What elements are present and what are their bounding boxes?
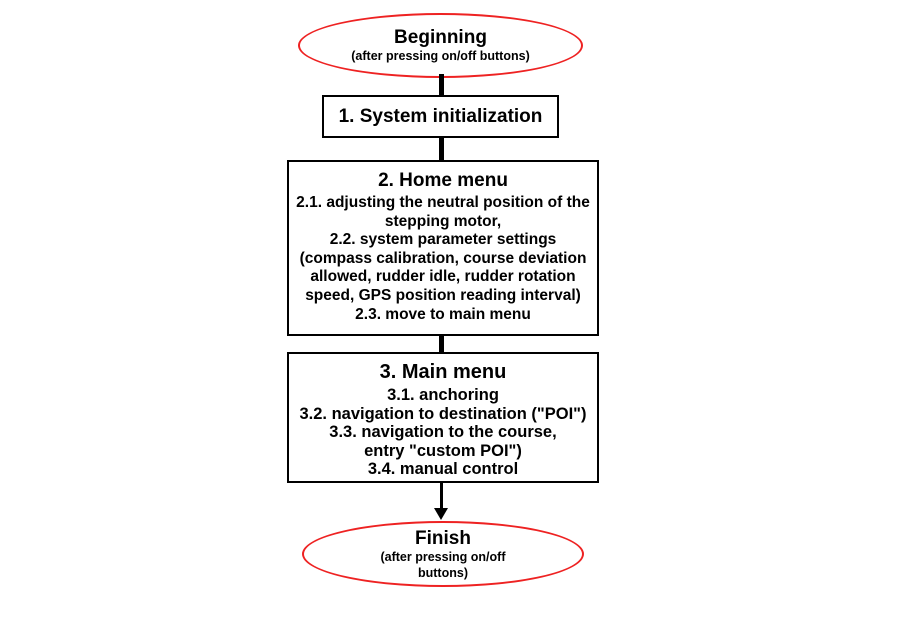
step3-line: 3.1. anchoring [387,386,499,404]
step3-line: 3.2. navigation to destination ("POI") [299,404,587,423]
flow-node-beginning [298,13,583,78]
arrowhead-down-icon [434,508,448,520]
step3-line: entry "custom POI") [364,441,522,460]
flow-node-main-menu [287,352,599,483]
step2-line: (compass calibration, course deviation [299,249,587,267]
step2-title: 2. Home menu [378,170,508,191]
beginning-title: Beginning [394,27,487,49]
step2-line: stepping motor, [384,212,502,230]
connector-step2-to-step3 [439,334,444,354]
finish-subtitle: (after pressing on/off [380,550,506,564]
step2-line: 2.2. system parameter settings [329,231,557,249]
step3-line: 3.4. manual control [367,460,519,478]
finish-title: Finish [415,528,471,549]
step1-title: 1. System initialization [338,106,543,127]
flow-node-system-initialization [322,95,559,138]
connector-step1-to-step2 [439,136,444,162]
step3-line: 3.3. navigation to the course, [329,423,557,441]
step2-line: 2.3. move to main menu [355,305,531,323]
flow-node-finish [302,521,584,587]
connector-step3-to-finish-line [440,483,443,510]
beginning-subtitle: (after pressing on/off buttons) [351,49,530,64]
finish-subtitle: buttons) [418,565,468,580]
step3-title: 3. Main menu [379,361,507,383]
step2-line: 2.1. adjusting the neutral position of the [296,194,590,211]
connector-start-to-step1 [439,74,444,97]
step2-line: allowed, rudder idle, rudder rotation [310,268,576,286]
step2-line: speed, GPS position reading interval) [305,286,581,304]
flow-node-home-menu [287,160,599,336]
